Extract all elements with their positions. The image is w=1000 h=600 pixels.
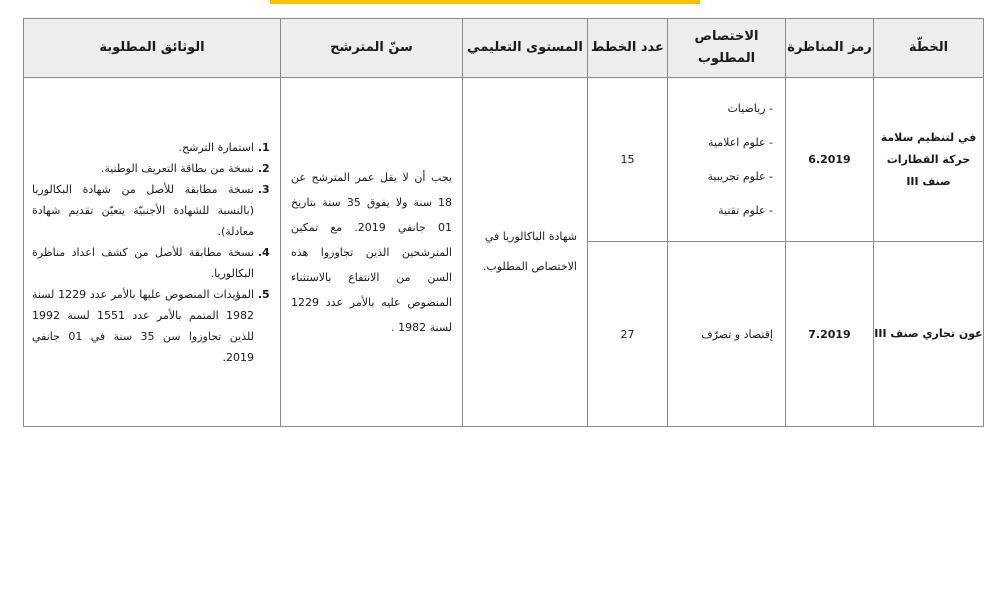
list-item: 4. نسخة مطابقة للأصل من كشف اعداد مناظرة البكالوريا. bbox=[32, 242, 254, 284]
specialty-text: إقتصاد و تصرّف bbox=[701, 327, 773, 341]
list-item: 5. المؤيدات المنصوص عليها بالأمر عدد 1229 لسنة 1982 المتمم بالأمر عدد 1551 لسنة 1992 للذين تجاوزوا سن 35 سنة في 01 جانفي 2019. bbox=[32, 284, 254, 368]
header-education-level: المستوى التعليمي bbox=[463, 19, 588, 78]
education-text: شهادة الباكالوريا في الاختصاص المطلوب. bbox=[482, 230, 577, 273]
list-item: - علوم تقنية bbox=[718, 203, 773, 217]
specialty-cell bbox=[668, 242, 786, 427]
plan-cell: في لتنظيم سلامة حركة القطارات صنف III bbox=[874, 78, 984, 242]
header-competition-code: رمز المناظرة bbox=[786, 19, 874, 78]
specialty-list bbox=[668, 100, 785, 220]
documents-list bbox=[24, 137, 280, 368]
header-candidate-age: سنّ المترشح bbox=[281, 19, 463, 78]
list-item: - علوم تجريبية bbox=[707, 169, 773, 183]
list-item: 2. نسخة من بطاقة التعريف الوطنية. bbox=[32, 158, 254, 179]
table-row bbox=[24, 78, 984, 242]
positions-cell: 27 bbox=[588, 242, 668, 427]
competition-code-cell: 7.2019 bbox=[786, 242, 874, 427]
header-specialty: الاختصاص المطلوب bbox=[668, 19, 786, 78]
header-row bbox=[24, 19, 984, 78]
positions-cell: 15 bbox=[588, 78, 668, 242]
header-required-documents: الوثائق المطلوبة bbox=[24, 19, 281, 78]
list-item: - علوم اعلامية bbox=[708, 135, 773, 149]
age-cell bbox=[281, 78, 463, 427]
specialty-cell bbox=[668, 78, 786, 242]
header-plan: الخطّة bbox=[874, 19, 984, 78]
age-text: يجب أن لا يقل عمر المترشح عن 18 سنة ولا يفوق 35 سنة بتاريخ 01 جانفي 2019. مع تمكين المترشحين الذين تجاوزوا هذه السن من الانتفاع بالاستثناء المنصوص عليه بالأمر عدد 1229 لسنة 1982 . bbox=[291, 170, 452, 334]
list-item: - رياضيات bbox=[727, 101, 773, 115]
list-item: 1. استمارة الترشح. bbox=[32, 137, 254, 158]
header-positions: عدد الخطط bbox=[588, 19, 668, 78]
plan-cell: عون تجاري صنف III bbox=[874, 242, 984, 427]
documents-cell bbox=[24, 78, 281, 427]
top-accent-bar bbox=[270, 0, 700, 4]
competition-table bbox=[23, 18, 984, 427]
education-cell bbox=[463, 78, 588, 427]
list-item: 3. نسخة مطابقة للأصل من شهادة البكالوريا (بالنسبة للشهادة الأجنبيّة يتعيّن تقديم شهادة معادلة). bbox=[32, 179, 254, 242]
competition-code-cell: 6.2019 bbox=[786, 78, 874, 242]
